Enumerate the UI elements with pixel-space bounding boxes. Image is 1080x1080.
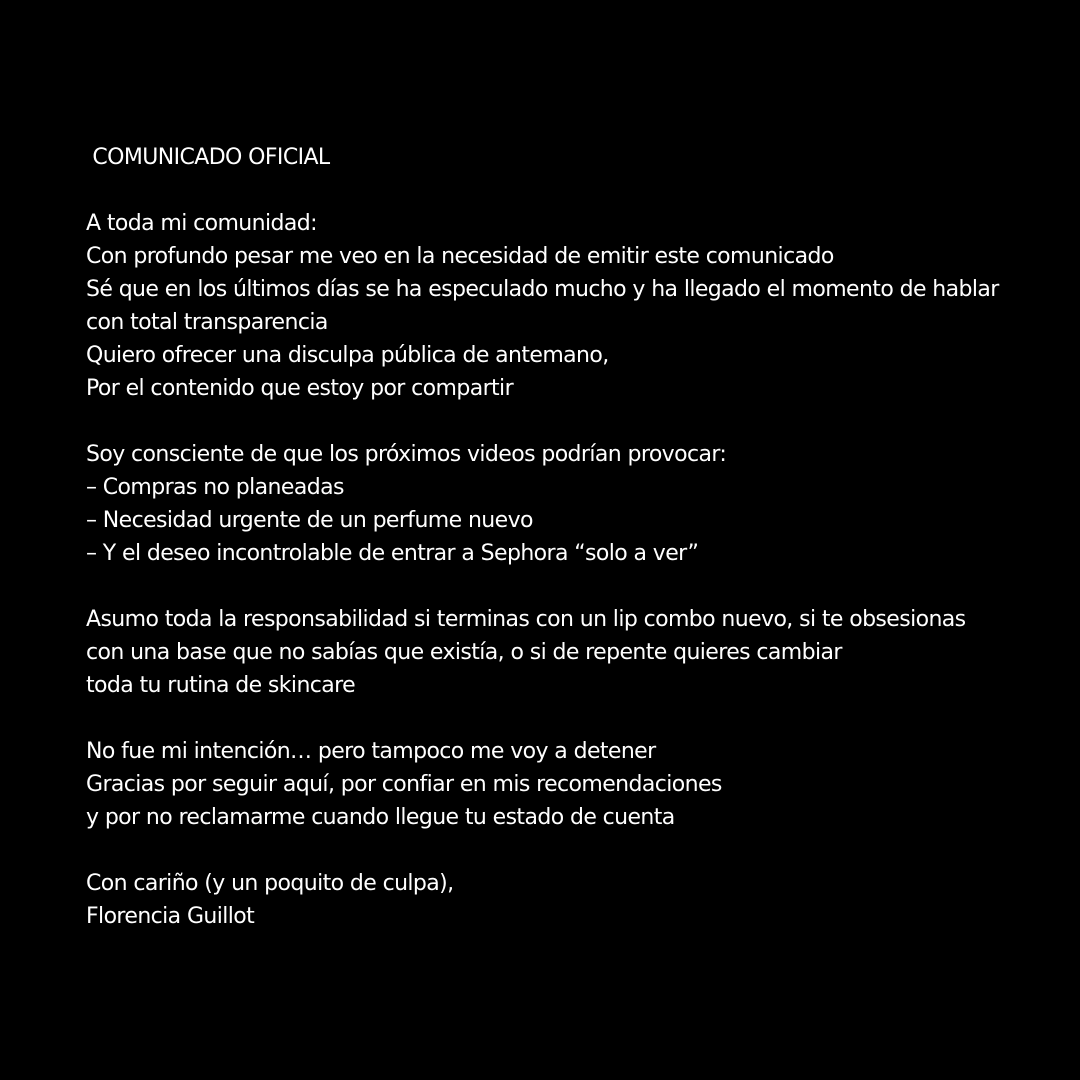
paragraph-responsibility (86, 603, 1076, 702)
text-line: Gracias por seguir aquí, por confiar en mis recomendaciones (86, 772, 722, 797)
text-line: con total transparencia (86, 310, 328, 335)
text-line: Soy consciente de que los próximos videos podrían provocar: (86, 442, 727, 467)
text-line: toda tu rutina de skincare (86, 673, 356, 698)
text-line: con una base que no sabías que existía, o si de repente quieres cambiar (86, 640, 842, 665)
paragraph-spacer (86, 570, 1076, 603)
text-line: Asumo toda la responsabilidad si terminas con un lip combo nuevo, si te obsesionas (86, 607, 966, 632)
text-line: Quiero ofrecer una disculpa pública de antemano, (86, 343, 609, 368)
list-item: – Compras no planeadas (86, 475, 344, 500)
signature-name: Florencia Guillot (86, 904, 255, 929)
closing-line: Con cariño (y un poquito de culpa), (86, 871, 454, 896)
statement-title: COMUNICADO OFICIAL (86, 145, 330, 170)
text-line: No fue mi intención… pero tampoco me voy a detener (86, 739, 656, 764)
paragraph-thanks (86, 735, 1076, 834)
text-line: A toda mi comunidad: (86, 211, 317, 236)
paragraph-spacer (86, 834, 1076, 867)
closing-signature (86, 867, 1076, 933)
paragraph-consequences (86, 438, 1076, 570)
text-line: Sé que en los últimos días se ha especulado mucho y ha llegado el momento de hablar (86, 277, 999, 302)
statement-body (86, 141, 1076, 933)
paragraph-spacer (86, 174, 1076, 207)
paragraph-spacer (86, 702, 1076, 735)
text-line: Con profundo pesar me veo en la necesidad de emitir este comunicado (86, 244, 834, 269)
list-item: – Y el deseo incontrolable de entrar a Sephora “solo a ver” (86, 541, 699, 566)
paragraph-greeting (86, 207, 1076, 405)
list-item: – Necesidad urgente de un perfume nuevo (86, 508, 533, 533)
text-line: Por el contenido que estoy por compartir (86, 376, 514, 401)
paragraph-spacer (86, 405, 1076, 438)
text-line: y por no reclamarme cuando llegue tu estado de cuenta (86, 805, 675, 830)
